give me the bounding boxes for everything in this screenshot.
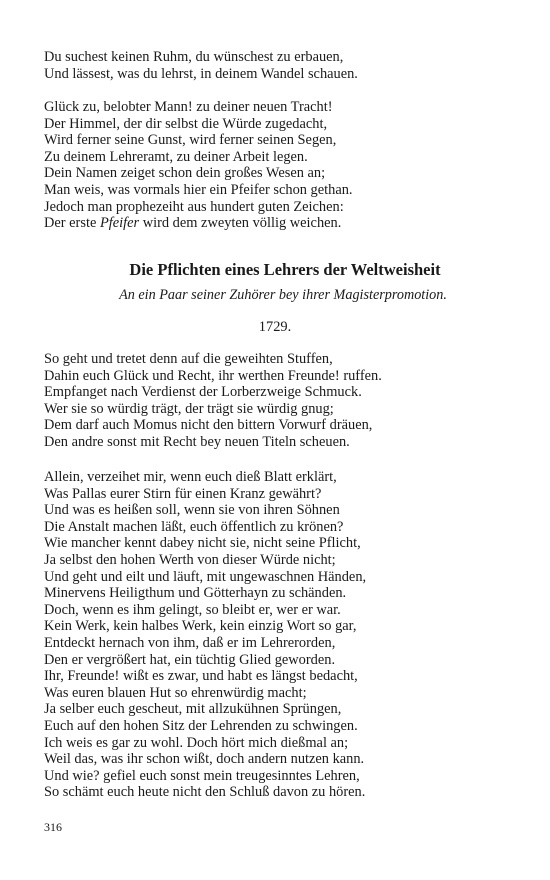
poem-year: 1729. (258, 319, 292, 335)
verse-line: Wird ferner seine Gunst, wird ferner seinen Segen, (44, 132, 337, 149)
verse-text: wird dem zweyten völlig weichen. (139, 215, 342, 232)
verse-line: So geht und tretet denn auf die geweihten Stuffen, (44, 351, 333, 367)
verse-line-with-emphasis (44, 215, 514, 232)
verse-line: Kein Werk, kein halbes Werk, kein einzig Wort so gar, (44, 618, 357, 635)
verse-line: Der Himmel, der dir selbst die Würde zugedacht, (44, 115, 328, 132)
verse-line: Die Anstalt machen läßt, euch öffentlich zu krönen? (44, 518, 344, 535)
verse-line: Glück zu, belobter Mann! zu deiner neuen Tracht! (44, 99, 333, 115)
verse-line: Allein, verzeihet mir, wenn euch dieß Blatt erklärt, (44, 469, 337, 485)
verse-line: Und lässest, was du lehrst, in deinem Wandel schauen. (44, 65, 358, 82)
verse-line: Ja selbst den hohen Werth von dieser Würde nicht; (44, 551, 336, 568)
poem-title: Die Pflichten eines Lehrers der Weltweisheit (129, 260, 441, 279)
page-number: 316 (44, 820, 62, 834)
emphasized-word: Pfeifer (99, 215, 140, 232)
verse-line: Jedoch man prophezeiht aus hundert guten Zeichen: (44, 198, 344, 215)
verse-line: Und was es heißen soll, wenn sie von ihren Söhnen (44, 502, 340, 519)
stanza-2 (44, 99, 514, 232)
verse-line: So schämt euch heute nicht den Schluß davon zu hören. (44, 784, 366, 801)
verse-line: Weil das, was ihr schon wißt, doch andern nutzen kann. (44, 751, 365, 768)
poem-subtitle: An ein Paar seiner Zuhörer bey ihrer Magisterpromotion. (119, 287, 447, 303)
verse-line: Den er vergrößert hat, ein tüchtig Glied geworden. (44, 651, 336, 668)
verse-line: Dein Namen zeiget schon dein großes Wesen an; (44, 165, 326, 182)
verse-line: Dahin euch Glück und Recht, ihr werthen Freunde! ruffen. (44, 367, 382, 384)
verse-line: Was Pallas eurer Stirn für einen Kranz gewährt? (44, 485, 322, 502)
stanza-4 (44, 469, 514, 801)
verse-line: Man weis, was vormals hier ein Pfeifer schon gethan. (44, 181, 353, 198)
verse-line: Doch, wenn es ihm gelingt, so bleibt er, wer er war. (44, 601, 341, 618)
verse-line: Ich weis es gar zu wohl. Doch hört mich dießmal an; (44, 734, 349, 751)
verse-line: Und geht und eilt und läuft, mit ungewaschnen Händen, (44, 568, 367, 585)
verse-line: Ihr, Freunde! wißt es zwar, und habt es längst bedacht, (44, 668, 358, 685)
verse-line: Wer sie so würdig trägt, der trägt sie würdig gnug; (44, 400, 334, 417)
verse-line: Euch auf den hohen Sitz der Lehrenden zu schwingen. (44, 717, 358, 734)
verse-line: Wie mancher kennt dabey nicht sie, nicht seine Pflicht, (44, 535, 361, 552)
verse-line: Du suchest keinen Ruhm, du wünschest zu erbauen, (44, 49, 344, 65)
verse-line: Und wie? gefiel euch sonst mein treugesinntes Lehren, (44, 767, 360, 784)
verse-line: Empfanget nach Verdienst der Lorberzweige Schmuck. (44, 384, 362, 401)
verse-text: Der erste (44, 215, 100, 232)
verse-line: Minervens Heiligthum und Götterhayn zu schänden. (44, 585, 347, 602)
verse-line: Dem darf auch Momus nicht den bittern Vorwurf dräuen, (44, 417, 373, 434)
verse-line: Was euren blauen Hut so ehrenwürdig macht; (44, 684, 307, 701)
verse-line: Den andre sonst mit Recht bey neuen Titeln scheuen. (44, 433, 350, 450)
stanza-1 (44, 49, 514, 82)
verse-line: Entdeckt hernach von ihm, daß er im Lehrerorden, (44, 634, 336, 651)
stanza-3 (44, 351, 514, 451)
verse-line: Ja selber euch gescheut, mit allzukühnen Sprüngen, (44, 701, 342, 718)
verse-line: Zu deinem Lehreramt, zu deiner Arbeit legen. (44, 148, 308, 165)
